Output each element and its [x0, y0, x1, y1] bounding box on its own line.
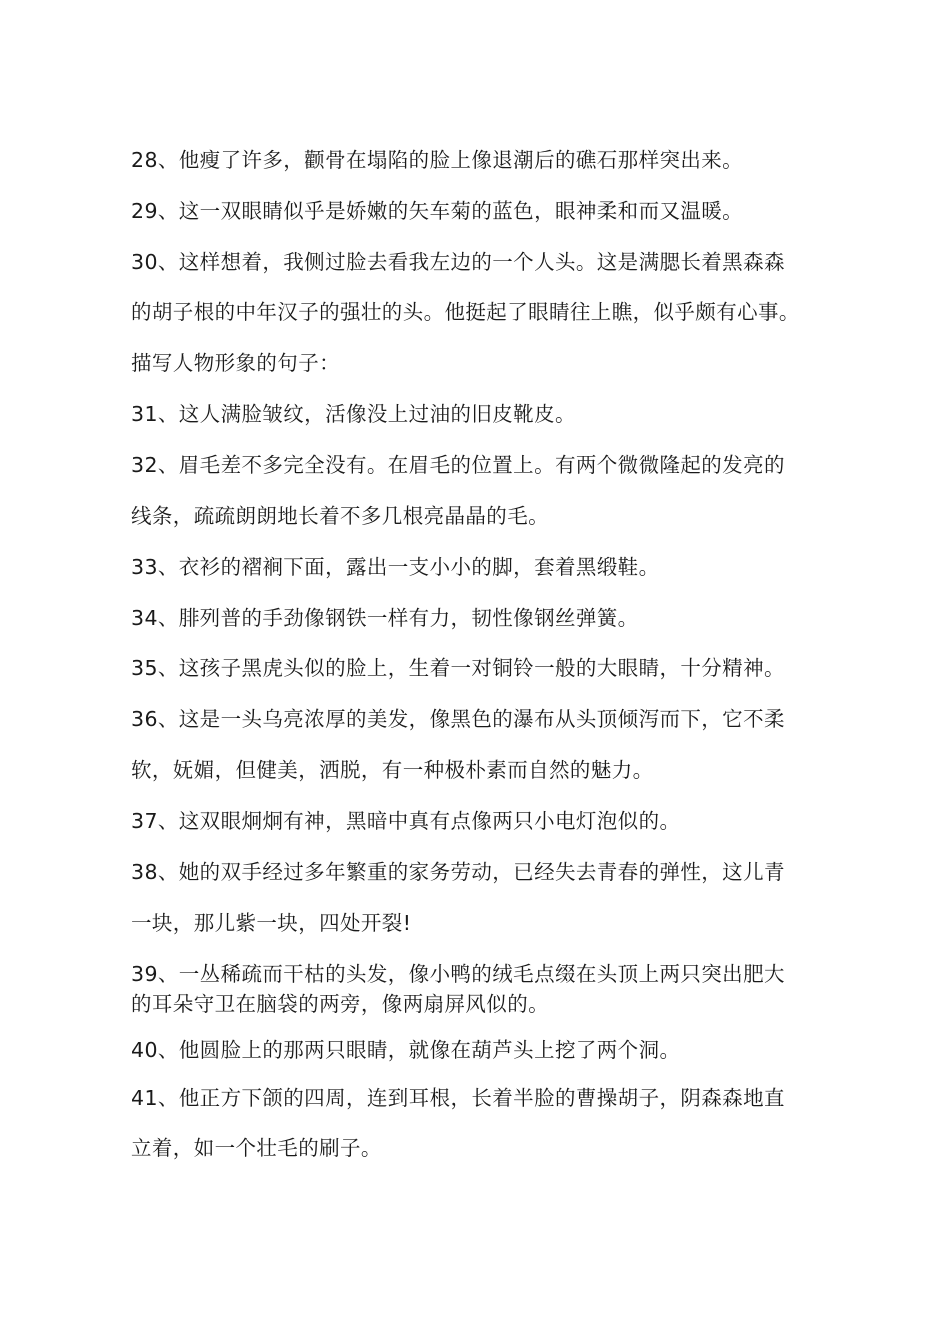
- text-line: 35、这孩子黑虎头似的脸上，生着一对铜铃一般的大眼睛，十分精神。: [131, 656, 785, 680]
- text-line: 39、一丛稀疏而干枯的头发，像小鸭的绒毛点缀在头顶上两只突出肥大: [131, 962, 785, 986]
- text-line: 线条，疏疏朗朗地长着不多几根亮晶晶的毛。: [131, 504, 549, 528]
- text-line: 32、眉毛差不多完全没有。在眉毛的位置上。有两个微微隆起的发亮的: [131, 453, 785, 477]
- text-line: 38、她的双手经过多年繁重的家务劳动，已经失去青春的弹性，这儿青: [131, 860, 785, 884]
- text-line: 立着，如一个壮毛的刷子。: [131, 1136, 382, 1160]
- text-line: 41、他正方下颌的四周，连到耳根，长着半脸的曹操胡子，阴森森地直: [131, 1086, 785, 1110]
- text-line: 一块，那儿紫一块，四处开裂!: [131, 911, 412, 935]
- text-line: 31、这人满脸皱纹，活像没上过油的旧皮靴皮。: [131, 402, 576, 426]
- text-line: 34、腓列普的手劲像钢铁一样有力，韧性像钢丝弹簧。: [131, 606, 639, 630]
- text-line: 30、这样想着，我侧过脸去看我左边的一个人头。这是满腮长着黑森森: [131, 250, 785, 274]
- text-line: 33、衣衫的褶裥下面，露出一支小小的脚，套着黑缎鞋。: [131, 555, 660, 579]
- text-line: 软，妩媚，但健美，洒脱，有一种极朴素而自然的魅力。: [131, 758, 654, 782]
- text-line: 37、这双眼炯炯有神，黑暗中真有点像两只小电灯泡似的。: [131, 809, 681, 833]
- text-line: 40、他圆脸上的那两只眼睛，就像在葫芦头上挖了两个洞。: [131, 1038, 681, 1062]
- text-line: 29、这一双眼睛似乎是娇嫩的矢车菊的蓝色，眼神柔和而又温暖。: [131, 199, 744, 223]
- text-line: 36、这是一头乌亮浓厚的美发，像黑色的瀑布从头顶倾泻而下，它不柔: [131, 707, 785, 731]
- text-line: 的耳朵守卫在脑袋的两旁，像两扇屏风似的。: [131, 992, 549, 1016]
- text-line: 的胡子根的中年汉子的强壮的头。他挺起了眼睛往上瞧，似乎颇有心事。: [131, 300, 800, 324]
- section-heading: 描写人物形象的句子：: [131, 351, 340, 375]
- text-line: 28、他瘦了许多，颧骨在塌陷的脸上像退潮后的礁石那样突出来。: [131, 148, 744, 172]
